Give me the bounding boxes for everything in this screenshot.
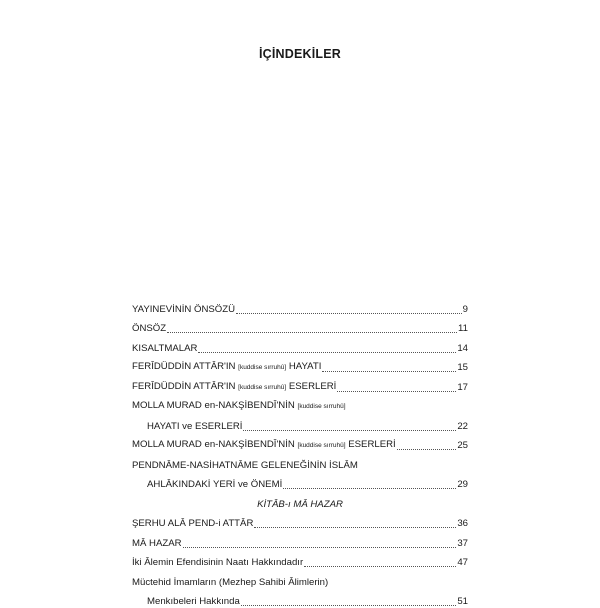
toc-entry-title: AHLÂKINDAKİ YERİ ve ÖNEMİ — [147, 479, 282, 491]
dot-leader — [241, 604, 457, 606]
toc-page-number: 51 — [457, 596, 468, 608]
toc-entry-title: YAYINEVİNİN ÖNSÖZÜ — [132, 304, 235, 316]
toc-entry-title: HAYATI ve ESERLERİ — [147, 421, 242, 433]
toc-entry-title — [132, 400, 346, 413]
dot-leader — [236, 312, 462, 314]
toc-page-number: 11 — [458, 323, 468, 335]
dot-leader — [254, 526, 456, 528]
toc-entry-title: İki Âlemin Efendisinin Naatı Hakkındadır — [132, 557, 303, 569]
toc-entry[interactable] — [132, 472, 468, 492]
toc-entry[interactable] — [132, 530, 468, 550]
dot-leader — [183, 546, 457, 548]
toc-entry-title: KISALTMALAR — [132, 343, 197, 355]
toc-entry[interactable] — [132, 550, 468, 570]
toc-page-number: 47 — [457, 557, 468, 569]
toc-entry[interactable] — [132, 589, 468, 608]
toc-entry[interactable] — [132, 511, 468, 531]
toc-entry-title-end: HAYATI — [289, 361, 322, 372]
toc-page-number: 37 — [457, 538, 468, 550]
toc-entry-title — [132, 439, 396, 452]
honorific-note: [kuddise sırruhû] — [298, 442, 346, 449]
toc-entry[interactable] — [132, 316, 468, 336]
toc-page-number: 29 — [457, 479, 468, 491]
toc-page-number: 22 — [457, 421, 468, 433]
toc-entry[interactable] — [132, 335, 468, 355]
honorific-note: [kuddise sırruhû] — [298, 403, 346, 410]
toc-entry[interactable] — [132, 569, 468, 589]
toc-page-number: 17 — [457, 382, 468, 394]
toc-entry-title-main: FERÎDÜDDİN ATTÂR'IN — [132, 361, 235, 372]
page-title: İÇİNDEKİLER — [0, 47, 600, 61]
toc-page-number: 14 — [457, 343, 468, 355]
toc-entry-title: ŞERHU ALÂ PEND-i ATTÂR — [132, 518, 253, 530]
dot-leader — [198, 351, 456, 353]
toc-entry-title-main: FERÎDÜDDİN ATTÂR'IN — [132, 381, 235, 392]
toc-entry[interactable] — [132, 296, 468, 316]
toc-page-number: 15 — [457, 362, 468, 374]
toc-entry[interactable] — [132, 452, 468, 472]
toc-entry-title — [132, 381, 336, 394]
toc-entry[interactable] — [132, 374, 468, 394]
toc-entry-title-end: ESERLERİ — [348, 439, 395, 450]
toc-section-heading[interactable] — [132, 491, 468, 511]
toc-entry[interactable] — [132, 433, 468, 453]
dot-leader — [397, 448, 457, 450]
toc-page-number: 25 — [457, 440, 468, 452]
toc-entry-title: Müctehid İmamların (Mezhep Sahibi Âlimlerin) — [132, 577, 328, 589]
toc-entry-title-end: ESERLERİ — [289, 381, 336, 392]
dot-leader — [283, 487, 456, 489]
toc-entry-title: PENDNÂME-NASİHATNÂME GELENEĞİNİN İSLÂM — [132, 460, 358, 472]
toc-entry-title: Menkıbeleri Hakkında — [147, 596, 240, 608]
toc-entry-title — [132, 361, 321, 374]
toc-entry-title-main: MOLLA MURAD en-NAKŞİBENDÎ'NİN — [132, 439, 295, 450]
dot-leader — [167, 331, 457, 333]
dot-leader — [322, 370, 456, 372]
toc-entry[interactable] — [132, 394, 468, 414]
honorific-note: [kuddise sırruhû] — [238, 364, 286, 371]
dot-leader — [304, 565, 456, 567]
honorific-note: [kuddise sırruhû] — [238, 384, 286, 391]
toc-entry[interactable] — [132, 413, 468, 433]
toc-page-number: 36 — [457, 518, 468, 530]
toc-entry-title: MÂ HAZAR — [132, 538, 182, 550]
toc-entry[interactable] — [132, 355, 468, 375]
table-of-contents — [132, 296, 468, 608]
toc-entry-title: ÖNSÖZ — [132, 323, 166, 335]
dot-leader — [337, 390, 456, 392]
toc-page-number: 9 — [463, 304, 468, 316]
section-heading-text: KİTÂB-ı MÂ HAZAR — [257, 499, 343, 511]
toc-entry-title-main: MOLLA MURAD en-NAKŞİBENDÎ'NİN — [132, 400, 295, 411]
dot-leader — [243, 429, 456, 431]
